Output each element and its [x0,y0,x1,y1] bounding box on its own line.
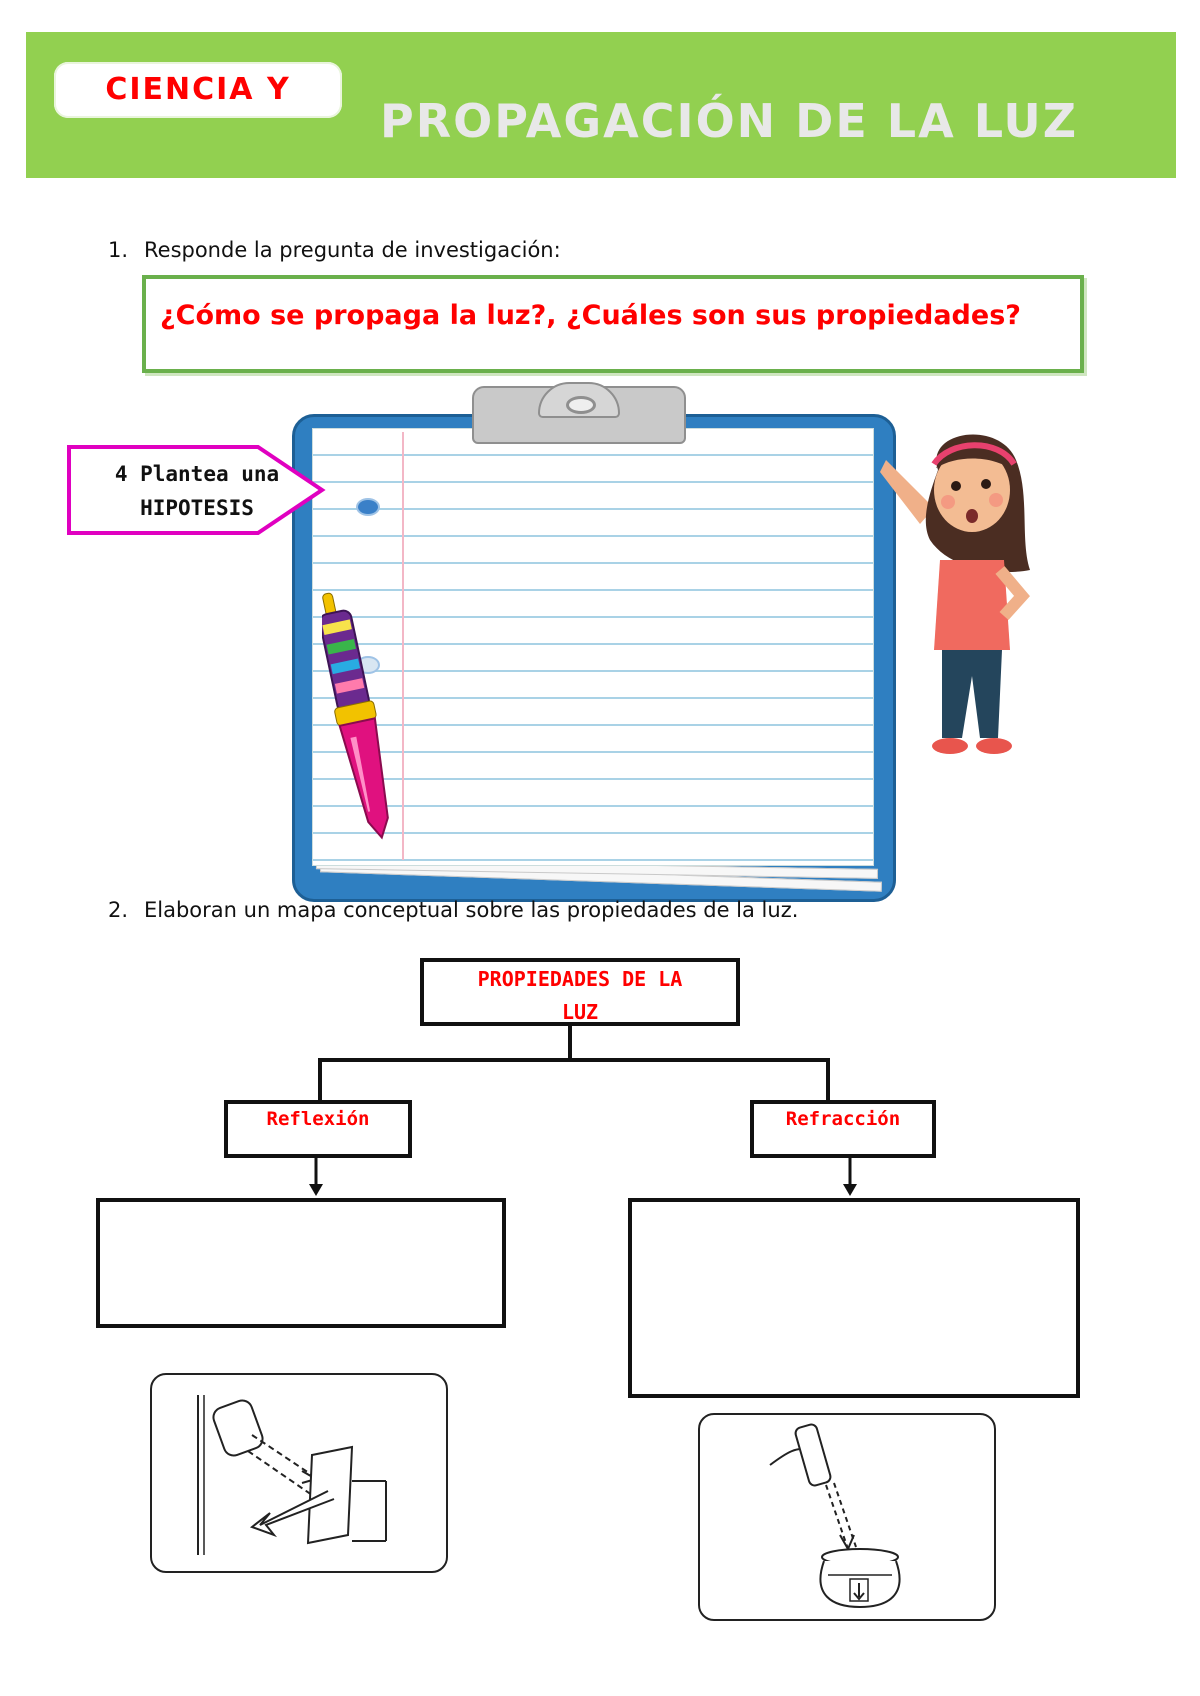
page-title: PROPAGACIÓN DE LA LUZ [380,94,1079,148]
refraccion-answer-box[interactable] [628,1198,1080,1398]
step-1-number: 1. [108,238,129,262]
research-question: ¿Cómo se propaga la luz?, ¿Cuáles son sus propiedades? [160,300,1021,331]
refraccion-drawing [700,1415,994,1619]
hypothesis-tag-line2: HIPOTESIS [140,496,254,520]
step-2-text: Elaboran un mapa conceptual sobre las propiedades de la luz. [144,898,799,922]
reflexion-drawing [152,1375,446,1571]
hypothesis-tag-line1: 4 Plantea una [114,462,280,486]
concept-map-root-line2: LUZ [561,1000,599,1024]
refraccion-label: Refracción [785,1108,901,1130]
subject-label: CIENCIA Y [105,72,291,107]
step-2-number: 2. [108,898,129,922]
concept-map-root-label [420,963,740,1029]
step-1-text: Responde la pregunta de investigación: [144,238,561,262]
concept-map-root-line1: PROPIEDADES DE LA [477,967,683,991]
refraccion-figure [698,1413,996,1621]
reflexion-label: Reflexión [266,1108,370,1130]
reflexion-answer-box[interactable] [96,1198,506,1328]
reflexion-figure [150,1373,448,1573]
